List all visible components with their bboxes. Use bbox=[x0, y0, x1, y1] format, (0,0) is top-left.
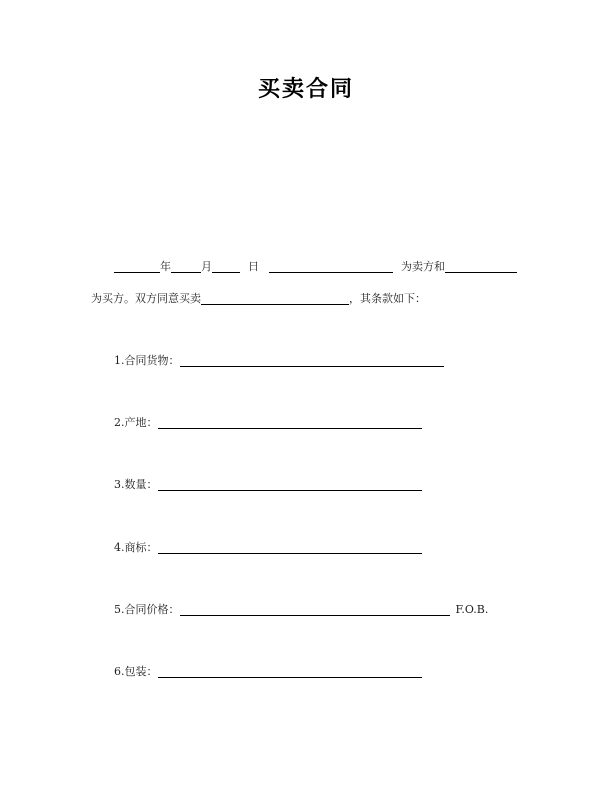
buyer-prefix: 为买方。双方同意买卖 bbox=[91, 292, 201, 305]
clause-trademark bbox=[114, 541, 422, 554]
year-label: 年 bbox=[160, 260, 171, 273]
clause-label: 3.数量： bbox=[114, 478, 158, 491]
price-term: F.O.B. bbox=[455, 603, 489, 616]
origin-field[interactable] bbox=[158, 416, 422, 429]
seller-blank[interactable] bbox=[269, 260, 393, 273]
trademark-field[interactable] bbox=[158, 541, 422, 554]
month-label: 月 bbox=[201, 260, 212, 273]
month-blank[interactable] bbox=[171, 260, 201, 273]
seller-suffix: 为卖方和 bbox=[401, 260, 445, 273]
goods-field[interactable] bbox=[180, 354, 444, 367]
clause-label: 5.合同价格： bbox=[114, 603, 180, 616]
page-title: 买卖合同 bbox=[257, 77, 354, 102]
day-blank[interactable] bbox=[212, 260, 240, 273]
intro-line bbox=[91, 292, 426, 305]
packing-field[interactable] bbox=[158, 665, 422, 678]
terms-suffix: ，其条款如下： bbox=[349, 292, 426, 305]
clause-goods bbox=[114, 354, 444, 367]
clause-quantity bbox=[114, 478, 422, 491]
clause-label: 1.合同货物： bbox=[114, 354, 180, 367]
day-label: 日 bbox=[248, 260, 259, 273]
clause-price bbox=[114, 603, 488, 616]
quantity-field[interactable] bbox=[158, 478, 422, 491]
date-line bbox=[114, 260, 517, 273]
clause-packing bbox=[114, 665, 422, 678]
clause-label: 6.包装： bbox=[114, 665, 158, 678]
clause-label: 2.产地： bbox=[114, 416, 158, 429]
clause-label: 4.商标： bbox=[114, 541, 158, 554]
clause-origin bbox=[114, 416, 422, 429]
buyer-blank[interactable] bbox=[445, 260, 517, 273]
goods-blank[interactable] bbox=[201, 292, 349, 305]
price-field[interactable] bbox=[180, 603, 450, 616]
year-blank[interactable] bbox=[114, 260, 160, 273]
